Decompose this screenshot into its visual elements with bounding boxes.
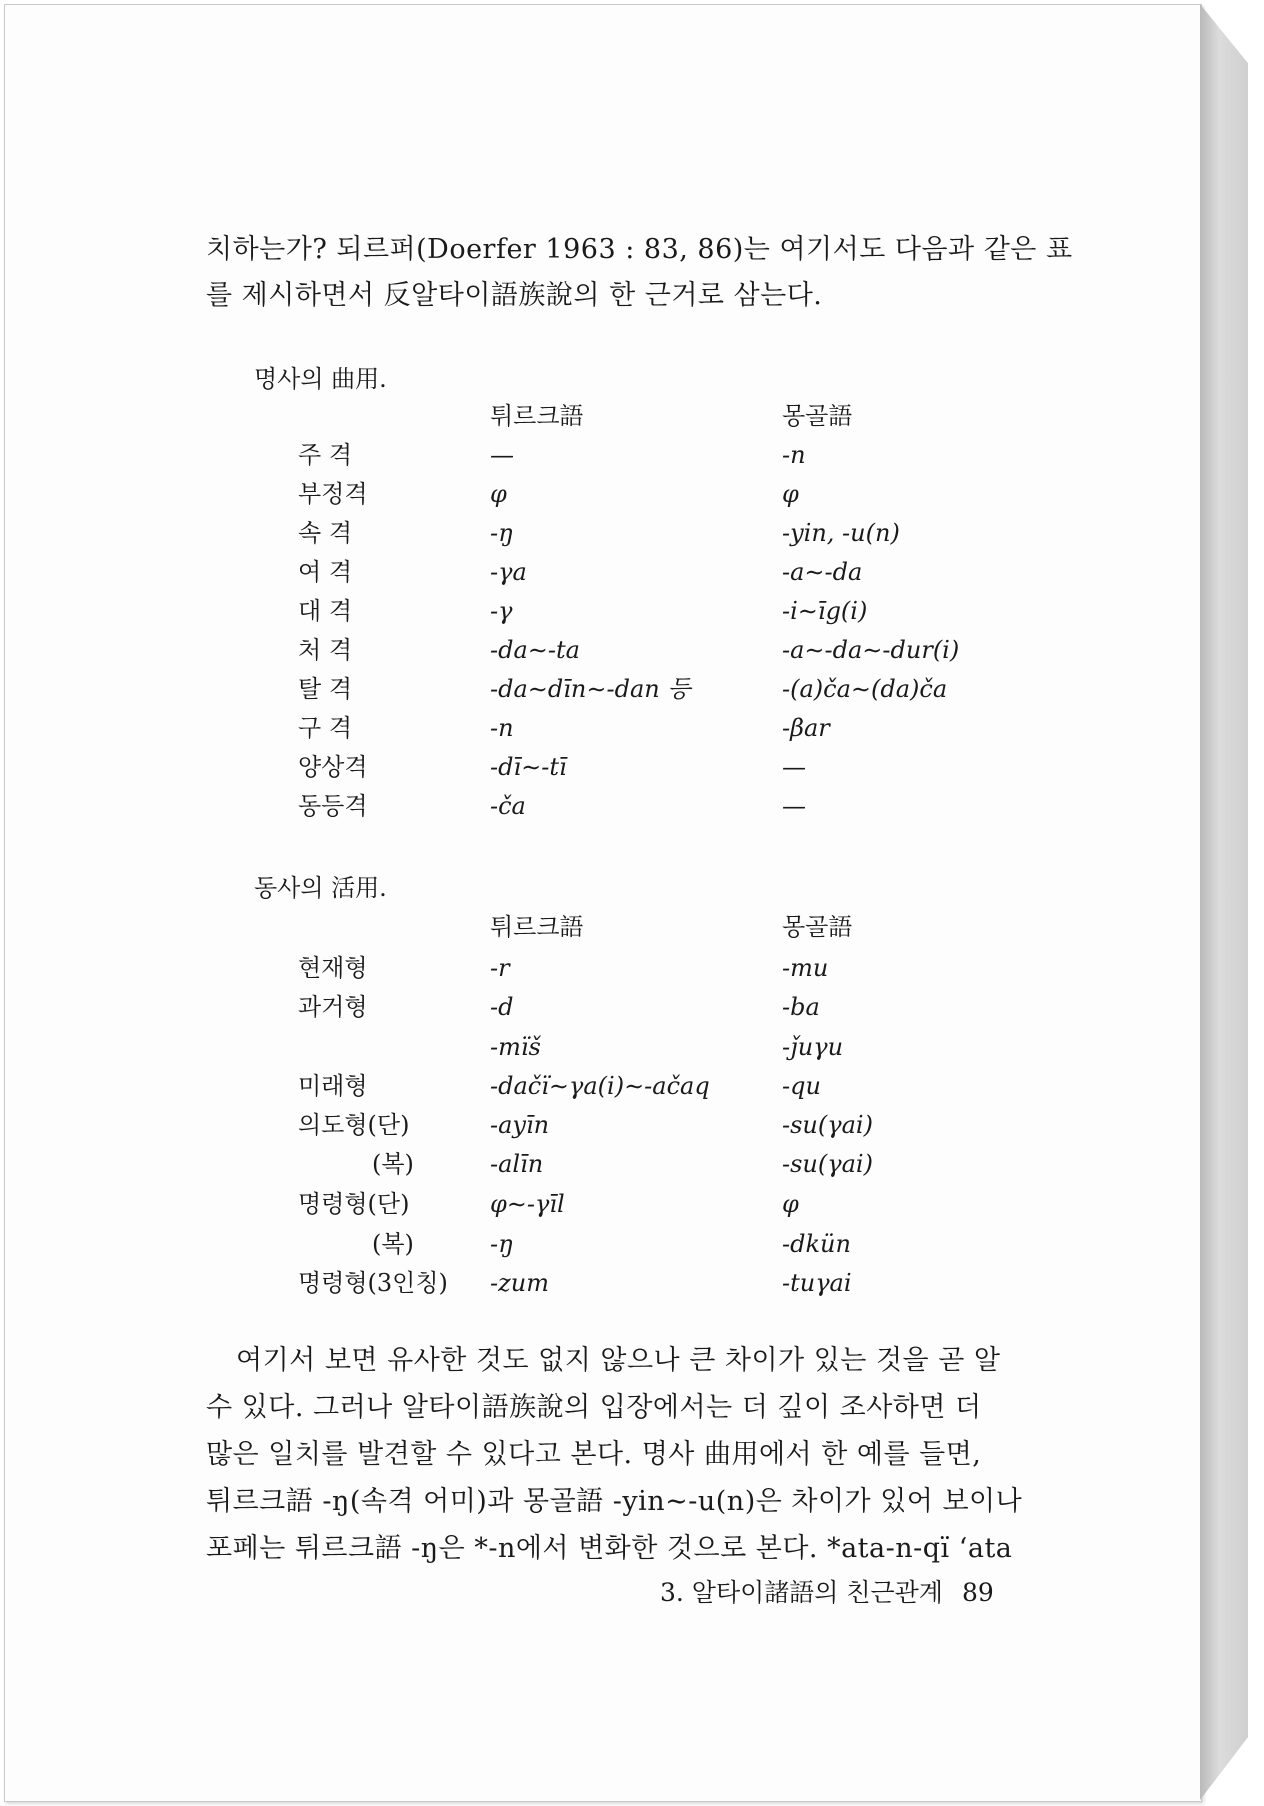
verb-form: (복)	[372, 1230, 414, 1258]
verb-turkic: -d	[490, 993, 514, 1021]
verb-form: 명령형(단)	[298, 1190, 410, 1218]
verb-turkic: -r	[490, 954, 510, 982]
verb-mongol: -su(γai)	[782, 1150, 873, 1178]
paragraph-line: 여기서 보면 유사한 것도 없지 않으나 큰 차이가 있는 것을 곧 알	[236, 1345, 1001, 1376]
intro-line-2: 를 제시하면서 反알타이語族說의 한 근거로 삼는다.	[206, 280, 823, 311]
noun-mongol: -(a)ča∼(da)ča	[782, 675, 948, 703]
verb-turkic: -ŋ	[490, 1230, 514, 1258]
noun-mongol: φ	[782, 480, 799, 508]
noun-turkic: -γa	[490, 558, 527, 586]
verb-form: 미래형	[298, 1072, 368, 1100]
verb-form: 현재형	[298, 954, 368, 982]
verb-turkic: -dačï∼γa(i)∼-ačaq	[490, 1072, 710, 1100]
noun-mongol: -yin, -u(n)	[782, 519, 900, 547]
noun-case: 양상격	[298, 753, 368, 781]
noun-case: 동등격	[298, 792, 368, 820]
verb-turkic: -ayīn	[490, 1111, 550, 1139]
noun-turkic: φ	[490, 480, 507, 508]
noun-case: 부정격	[298, 480, 368, 508]
verb-mongol: -ba	[782, 993, 820, 1021]
page-edge	[1200, 4, 1248, 1800]
noun-turkic: -dī∼-tī	[490, 753, 567, 781]
noun-case: 처 격	[298, 636, 352, 664]
verb-mongol: -dkün	[782, 1230, 851, 1258]
verb-mongol: -qu	[782, 1072, 821, 1100]
verb-turkic: φ∼-γīl	[490, 1190, 565, 1218]
verb-turkic: -mïš	[490, 1033, 541, 1061]
running-footer-chapter: 3. 알타이諸語의 친근관계	[660, 1578, 943, 1607]
noun-turkic: -da∼-ta	[490, 636, 580, 664]
noun-case: 구 격	[298, 714, 352, 742]
noun-turkic: -ča	[490, 792, 526, 820]
noun-col-mongol: 몽골語	[782, 402, 853, 430]
verb-form: 의도형(단)	[298, 1111, 410, 1139]
verb-form: 명령형(3인칭)	[298, 1269, 448, 1297]
verb-turkic: -zum	[490, 1269, 549, 1297]
noun-turkic: -n	[490, 714, 514, 742]
page-number: 89	[962, 1578, 994, 1607]
verb-col-turkic: 튀르크語	[490, 913, 584, 941]
verb-mongol: -ǰuγu	[782, 1033, 844, 1061]
paragraph-line: 튀르크語 -ŋ(속격 어미)과 몽골語 -yin∼-u(n)은 차이가 있어 보이나	[206, 1486, 1023, 1517]
noun-mongol: -a∼-da∼-dur(i)	[782, 636, 960, 664]
noun-mongol: -βar	[782, 714, 830, 742]
noun-turkic: —	[490, 441, 514, 469]
paragraph-line: 많은 일치를 발견할 수 있다고 본다. 명사 曲用에서 한 예를 들면,	[206, 1439, 982, 1470]
noun-mongol: —	[782, 792, 806, 820]
verb-col-mongol: 몽골語	[782, 913, 853, 941]
verb-mongol: -tuγai	[782, 1269, 852, 1297]
noun-col-turkic: 튀르크語	[490, 402, 584, 430]
verb-heading: 동사의 活用.	[254, 874, 387, 902]
intro-line-1: 치하는가? 되르퍼(Doerfer 1963 : 83, 86)는 여기서도 다음과 같은 표	[206, 234, 1073, 265]
noun-case: 속 격	[298, 519, 352, 547]
noun-heading: 명사의 曲用.	[254, 365, 387, 393]
verb-form: (복)	[372, 1150, 414, 1178]
noun-mongol: -i∼īg(i)	[782, 597, 868, 625]
noun-case: 탈 격	[298, 675, 352, 703]
noun-case: 대 격	[298, 597, 352, 625]
paragraph-line: 포페는 튀르크語 -ŋ은 *-n에서 변화한 것으로 본다. *ata-n-qï ‘ata	[206, 1533, 1013, 1564]
noun-turkic: -ŋ	[490, 519, 514, 547]
noun-turkic: -γ	[490, 597, 513, 625]
noun-mongol: -n	[782, 441, 806, 469]
noun-turkic: -da∼dīn∼-dan 등	[490, 675, 691, 703]
verb-turkic: -alīn	[490, 1150, 544, 1178]
paragraph-line: 수 있다. 그러나 알타이語族說의 입장에서는 더 깊이 조사하면 더	[206, 1392, 982, 1423]
verb-mongol: φ	[782, 1190, 799, 1218]
noun-mongol: —	[782, 753, 806, 781]
verb-mongol: -mu	[782, 954, 829, 982]
verb-mongol: -su(γai)	[782, 1111, 873, 1139]
verb-form: 과거형	[298, 993, 368, 1021]
noun-case: 주 격	[298, 441, 352, 469]
noun-mongol: -a∼-da	[782, 558, 863, 586]
noun-case: 여 격	[298, 558, 352, 586]
